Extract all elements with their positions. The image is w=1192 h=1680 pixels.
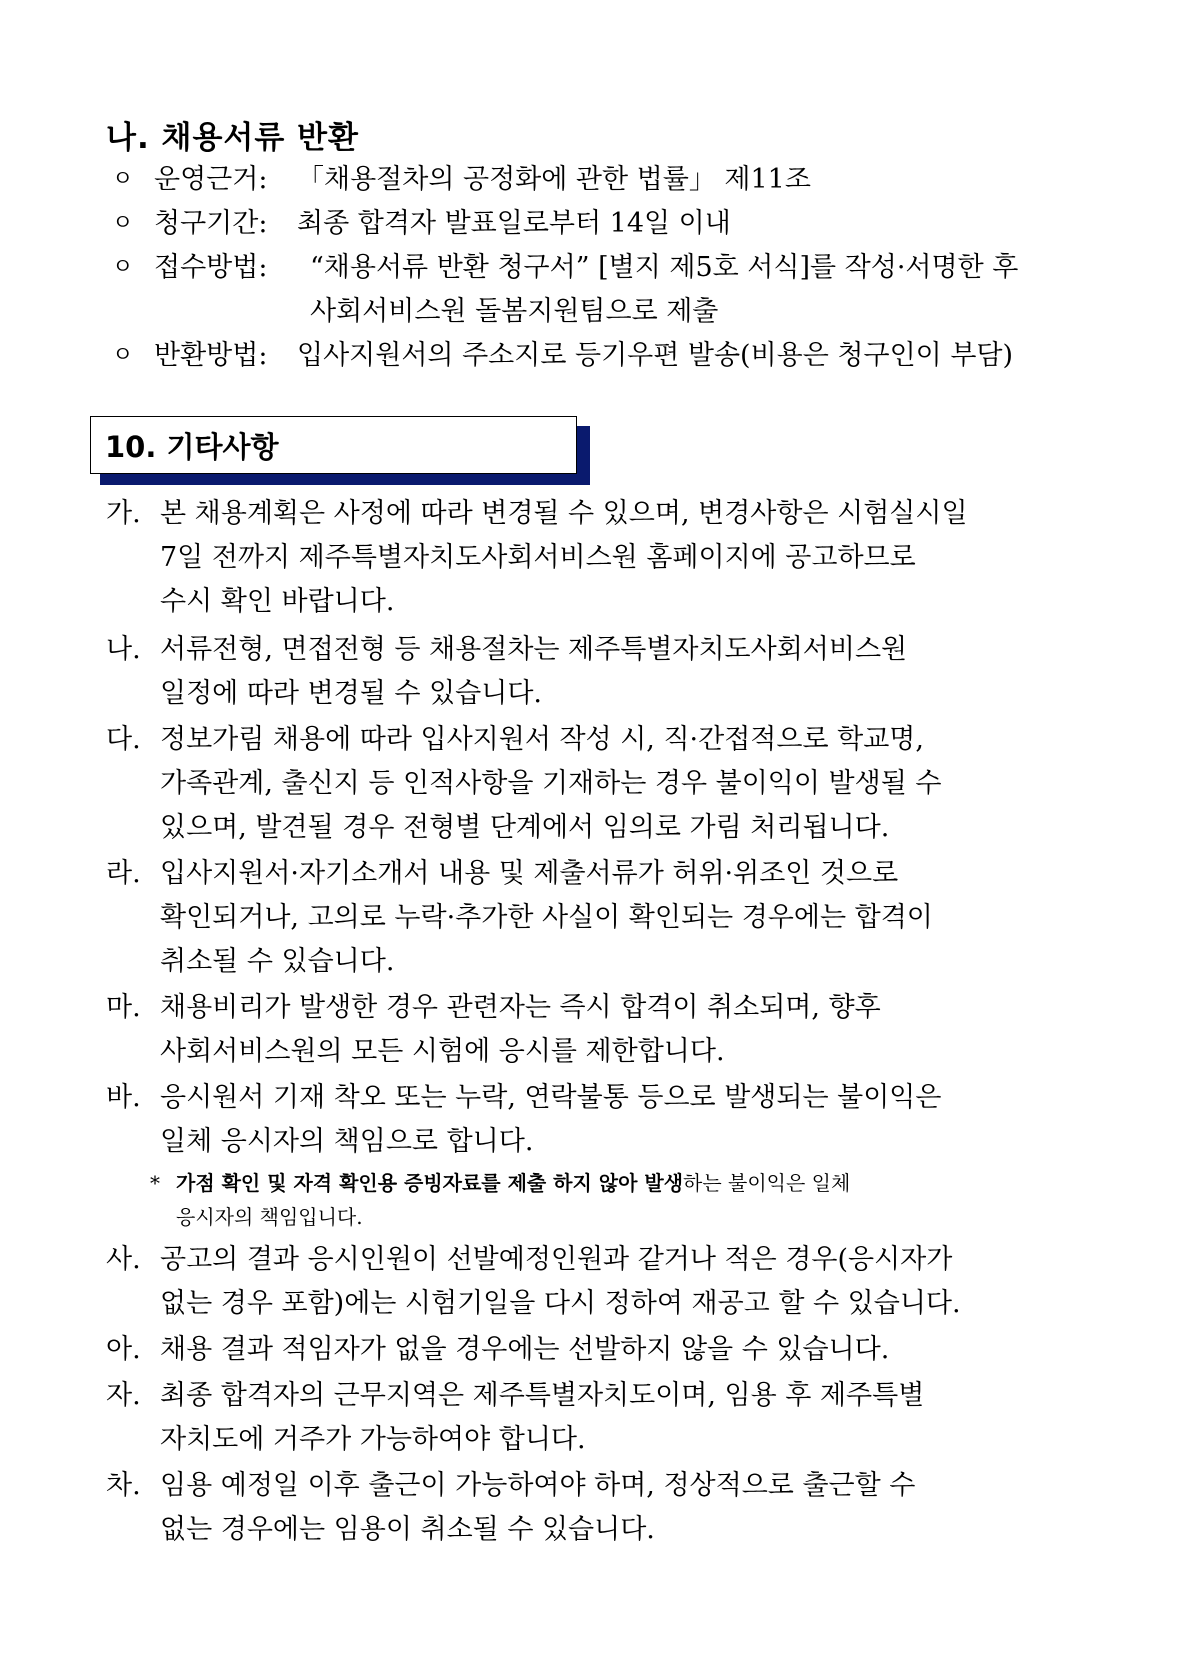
bullet-mark: ㅇ [112, 211, 134, 236]
bullet-value: “채용서류 반환 청구서” [별지 제5호 서식]를 작성·서명한 후 [310, 252, 1019, 283]
footnote-star: * [150, 1171, 160, 1195]
item-line: 수시 확인 바랍니다. [160, 586, 395, 617]
footnote-rest: 하는 불이익은 일체 [683, 1171, 851, 1195]
bullet-mark: ㅇ [112, 255, 134, 280]
item-line: 본 채용계획은 사정에 따라 변경될 수 있으며, 변경사항은 시험실시일 [160, 498, 968, 529]
item-line: 취소될 수 있습니다. [160, 946, 395, 977]
item-mark: 자. [106, 1380, 141, 1411]
subsection-title: 나. 채용서류 반환 [106, 120, 359, 156]
bullet-mark: ㅇ [112, 343, 134, 368]
item-line: 자치도에 거주가 가능하여야 합니다. [160, 1424, 586, 1455]
item-mark: 가. [106, 498, 141, 529]
item-mark: 바. [106, 1082, 141, 1113]
section-title: 10. 기타사항 [105, 430, 279, 464]
bullet-value: 「채용절차의 공정화에 관한 법률」 제11조 [297, 164, 811, 195]
item-mark: 사. [106, 1244, 141, 1275]
item-line: 사회서비스원의 모든 시험에 응시를 제한합니다. [160, 1036, 725, 1067]
bullet-label: 운영근거: [154, 164, 268, 195]
bullet-label: 반환방법: [154, 340, 268, 371]
bullet-period [112, 202, 1072, 246]
bullet-label: 청구기간: [154, 208, 268, 239]
bullet-value-continued: 사회서비스원 돌봄지원팀으로 제출 [310, 296, 719, 327]
bullet-value: 입사지원서의 주소지로 등기우편 발송(비용은 청구인이 부담) [297, 340, 1014, 371]
item-line: 있으며, 발견될 경우 전형별 단계에서 임의로 가림 처리됩니다. [160, 812, 890, 843]
item-line: 7일 전까지 제주특별자치도사회서비스원 홈페이지에 공고하므로 [160, 542, 916, 573]
item-mark: 차. [106, 1470, 141, 1501]
footnote-line-2: 응시자의 책임입니다. [176, 1205, 363, 1229]
item-line: 입사지원서·자기소개서 내용 및 제출서류가 허위·위조인 것으로 [160, 858, 899, 889]
section-header-box [90, 416, 577, 474]
footnote-line [176, 1166, 850, 1200]
item-mark: 나. [106, 634, 141, 665]
bullet-mark: ㅇ [112, 167, 134, 192]
item-mark: 아. [106, 1334, 141, 1365]
item-line: 없는 경우에는 임용이 취소될 수 있습니다. [160, 1514, 655, 1545]
item-line: 응시원서 기재 착오 또는 누락, 연락불통 등으로 발생되는 불이익은 [160, 1082, 942, 1113]
bullet-basis [112, 158, 1072, 202]
bullet-return [112, 334, 1072, 378]
item-line: 채용 결과 적임자가 없을 경우에는 선발하지 않을 수 있습니다. [160, 1334, 890, 1365]
bullet-value: 최종 합격자 발표일로부터 14일 이내 [297, 208, 731, 239]
bullet-label: 접수방법: [154, 252, 268, 283]
item-mark: 마. [106, 992, 141, 1023]
item-line: 일정에 따라 변경될 수 있습니다. [160, 678, 542, 709]
item-line: 없는 경우 포함)에는 시험기일을 다시 정하여 재공고 할 수 있습니다. [160, 1288, 961, 1319]
item-line: 최종 합격자의 근무지역은 제주특별자치도이며, 임용 후 제주특별 [160, 1380, 925, 1411]
bullet-method [112, 246, 1072, 327]
item-mark: 다. [106, 724, 141, 755]
item-line: 서류전형, 면접전형 등 채용절차는 제주특별자치도사회서비스원 [160, 634, 908, 665]
item-line: 가족관계, 출신지 등 인적사항을 기재하는 경우 불이익이 발생될 수 [160, 768, 942, 799]
item-line: 공고의 결과 응시인원이 선발예정인원과 같거나 적은 경우(응시자가 [160, 1244, 953, 1275]
item-line: 일체 응시자의 책임으로 합니다. [160, 1126, 534, 1157]
item-mark: 라. [106, 858, 141, 889]
item-line: 정보가림 채용에 따라 입사지원서 작성 시, 직·간접적으로 학교명, [160, 724, 924, 755]
item-line: 임용 예정일 이후 출근이 가능하여야 하며, 정상적으로 출근할 수 [160, 1470, 916, 1501]
item-line: 확인되거나, 고의로 누락·추가한 사실이 확인되는 경우에는 합격이 [160, 902, 933, 933]
item-line: 채용비리가 발생한 경우 관련자는 즉시 합격이 취소되며, 향후 [160, 992, 881, 1023]
footnote-bold: 가점 확인 및 자격 확인용 증빙자료를 제출 하지 않아 발생 [176, 1171, 684, 1195]
